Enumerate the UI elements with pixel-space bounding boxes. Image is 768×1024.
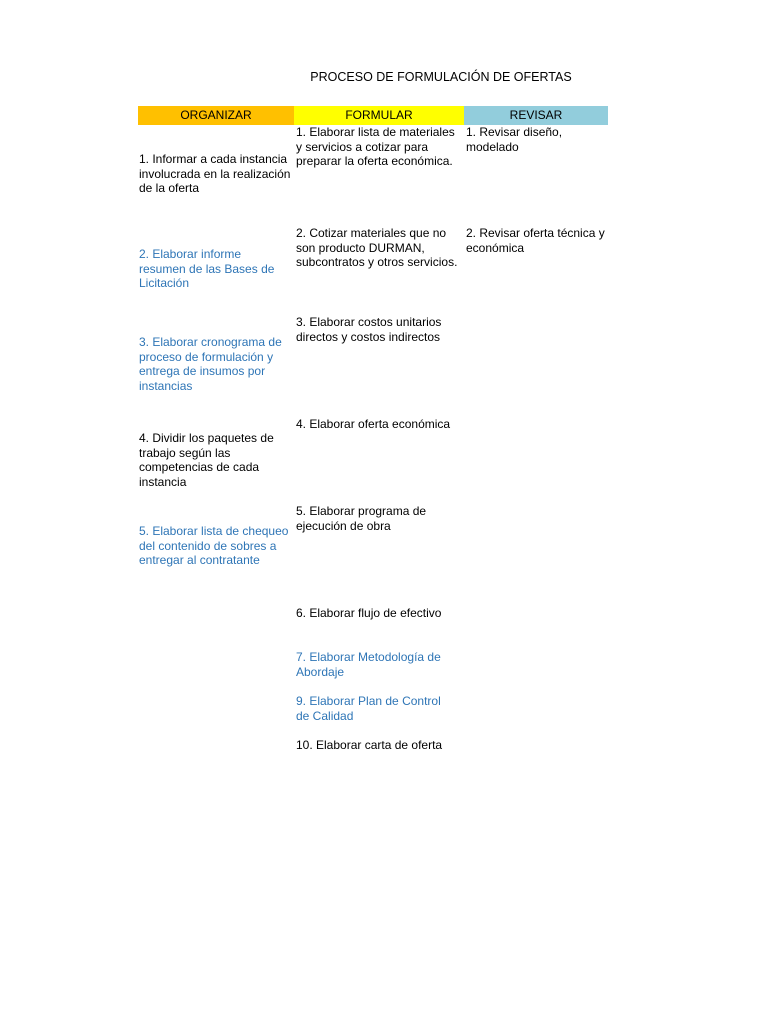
header-organizar: ORGANIZAR — [138, 106, 294, 125]
organizar-item-4: 4. Dividir los paquetes de trabajo según las competencias de cada instancia — [139, 431, 274, 489]
page-title: PROCESO DE FORMULACIÓN DE OFERTAS — [310, 70, 572, 84]
header-revisar: REVISAR — [464, 106, 608, 125]
organizar-item-5: 5. Elaborar lista de chequeo del contenido de sobres a entregar al contratante — [139, 524, 289, 568]
formular-item-1: 1. Elaborar lista de materiales y servicios a cotizar para preparar la oferta económica. — [296, 125, 455, 169]
formular-item-6: 6. Elaborar flujo de efectivo — [296, 606, 442, 620]
organizar-item-1: 1. Informar a cada instancia involucrada en la realización de la oferta — [139, 152, 291, 196]
header-formular: FORMULAR — [294, 106, 464, 125]
formular-item-7: 7. Elaborar Metodología de Abordaje — [296, 650, 441, 679]
formular-item-3: 3. Elaborar costos unitarios directos y costos indirectos — [296, 315, 442, 344]
organizar-item-3: 3. Elaborar cronograma de proceso de formulación y entrega de insumos por instancias — [139, 335, 282, 393]
revisar-item-1: 1. Revisar diseño, modelado — [466, 125, 563, 154]
formular-item-9: 9. Elaborar Plan de Control de Calidad — [296, 694, 441, 723]
formular-item-4: 4. Elaborar oferta económica — [296, 417, 451, 431]
formular-item-5: 5. Elaborar programa de ejecución de obra — [296, 504, 427, 533]
formular-item-10: 10. Elaborar carta de oferta — [296, 738, 443, 752]
revisar-item-2: 2. Revisar oferta técnica y económica — [466, 226, 605, 255]
organizar-item-2: 2. Elaborar informe resumen de las Bases de Licitación — [139, 247, 275, 291]
formular-item-2: 2. Cotizar materiales que no son producto DURMAN, subcontratos y otros servicios. — [296, 226, 458, 270]
